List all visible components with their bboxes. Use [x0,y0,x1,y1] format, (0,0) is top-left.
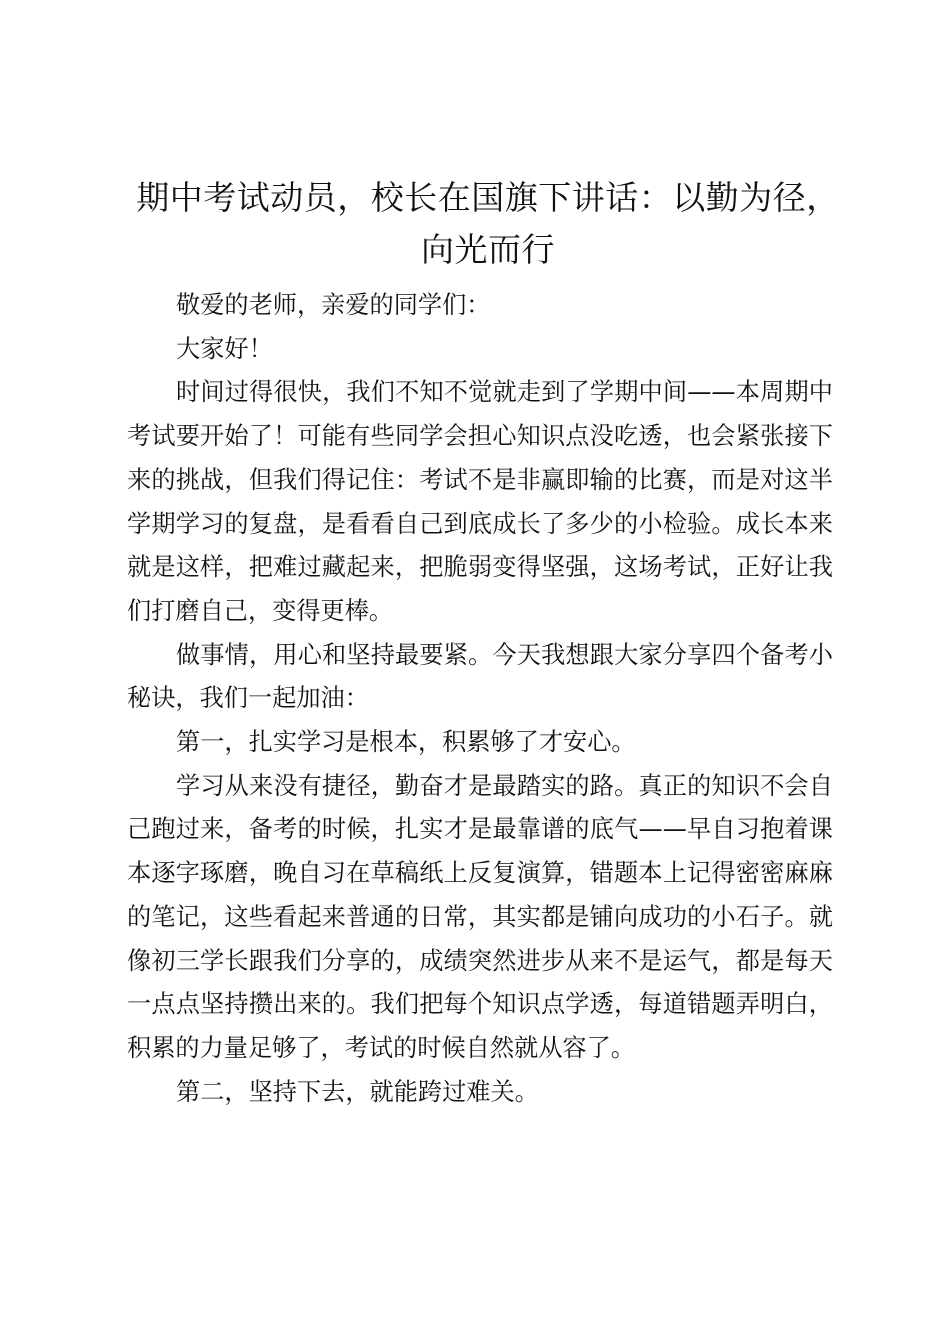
body-paragraph: 做事情，用心和坚持最要紧。今天我想跟大家分享四个备考小秘诀，我们一起加油： [127,640,833,713]
body-paragraph: 时间过得很快，我们不知不觉就走到了学期中间——本周期中考试要开始了！可能有些同学会担心知识点没吃透，也会紧张接下来的挑战，但我们得记住：考试不是非赢即输的比赛，而是对这半学期学习的复盘，是看看自己到底成长了多少的小检验。成长本来就是这样，把难过藏起来，把脆弱变得坚强，这场考试，正好让我们打磨自己，变得更棒。 [127,378,833,625]
greeting: 大家好！ [176,334,273,363]
salutation: 敬爱的老师，亲爱的同学们： [176,291,491,319]
section-heading-first: 第一，扎实学习是根本，积累够了才安心。 [176,728,636,757]
section-heading-second: 第二，坚持下去，就能跨过难关。 [176,1077,539,1106]
document-page [127,172,840,1114]
body-paragraph: 学习从来没有捷径，勤奋才是最踏实的路。真正的知识不会自己跑过来，备考的时候，扎实才是最靠谱的底气——早自习抱着课本逐字琢磨，晚自习在草稿纸上反复演算，错题本上记得密密麻麻的笔记，这些看起来普通的日常，其实都是铺向成功的小石子。就像初三学长跟我们分享的，成绩突然进步从来不是运气，都是每天一点点坚持攒出来的。我们把每个知识点学透，每道错题弄明白，积累的力量足够了，考试的时候自然就从容了。 [127,771,833,1062]
document-title: 期中考试动员，校长在国旗下讲话：以勤为径，向光而行 [136,178,840,269]
